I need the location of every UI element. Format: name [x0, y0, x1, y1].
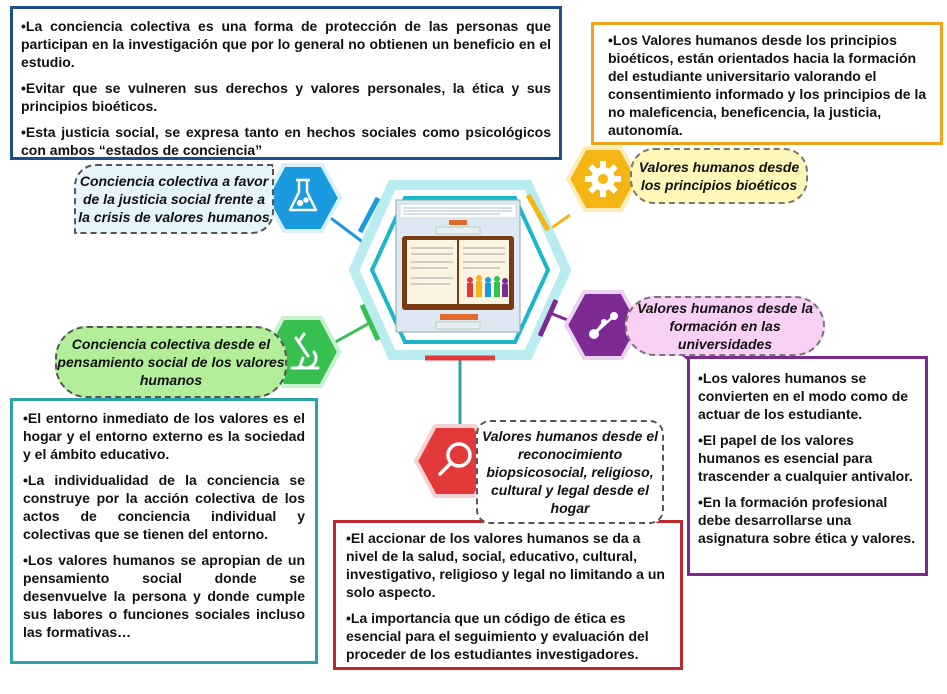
label-text: Valores humanos desde el reconocimiento biopsicosocial, religioso, cultural y legal desde el hogar	[481, 428, 659, 516]
box-item: •En la formación profesional debe desarrollarse una asignatura sobre ética y valores.	[698, 494, 916, 546]
label-pensamiento-social	[55, 326, 287, 398]
box-item: •Los valores humanos se convierten en el modo como de actuar de los estudiante.	[698, 370, 909, 422]
gear-icon	[585, 161, 621, 197]
flask-hex	[266, 165, 340, 231]
label-text: Valores humanos desde los principios bioéticos	[638, 159, 800, 193]
box-item: •El entorno inmediato de los valores es el hogar y el entorno externo es la sociedad y el ámbito educativo.	[23, 410, 305, 462]
label-reconocimiento	[476, 420, 664, 524]
box-item: •Esta justicia social, se expresa tanto en hechos sociales como psicológicos con ambos “estados de conciencia”	[21, 124, 551, 158]
box-item: •Los valores humanos se apropian de un pensamiento social donde se desenvuelve la persona y donde cumple sus labores o funciones sociales incluso las formativas…	[23, 552, 305, 640]
label-text: Valores humanos desde la formación en las universidades	[636, 300, 814, 352]
box-formacion-universidades	[687, 356, 928, 576]
box-item: •Evitar que se vulneren sus derechos y valores personales, la ética y sus principios bioéticos.	[21, 80, 551, 114]
gear-hex	[568, 148, 638, 210]
box-item: •La individualidad de la conciencia se construye por la acción colectiva de los actos de conciencia individual y colectivas que se tienen del entorno.	[23, 472, 305, 542]
box-item: •El accionar de los valores humanos se da a nivel de la salud, social, educativo, cultural, investigativo, religioso y legal no limitando a un solo aspecto.	[346, 530, 665, 600]
label-conciencia-justicia	[74, 164, 274, 234]
label-principios-bioeticos	[630, 148, 808, 204]
box-reconocimiento	[333, 520, 683, 670]
label-formacion-universidades	[625, 296, 825, 356]
box-conciencia-colectiva	[10, 6, 562, 160]
box-item: •Los Valores humanos desde los principios bioéticos, están orientados hacia la formación del estudiante universitario valorando el consentimiento informado y los principios de la no maleficencia, beneficencia, la justicia, autonomía.	[608, 32, 927, 138]
label-text: Conciencia colectiva desde el pensamiento social de los valores humanos	[57, 336, 285, 388]
central-book-thumbnail	[396, 200, 520, 332]
box-item: •La importancia que un código de ética es esencial para el seguimiento y evaluación del proceder de los estudiantes investigadores.	[346, 610, 649, 662]
box-principios-bioeticos	[591, 22, 943, 145]
box-pensamiento-social	[10, 398, 318, 664]
label-text: Conciencia colectiva a favor de la justicia social frente a la crisis de valores humanos	[78, 173, 270, 225]
box-item: •La conciencia colectiva es una forma de protección de las personas que participan en la investigación que por lo general no obtienen un beneficio en el estudio.	[21, 18, 551, 70]
box-item: •El papel de los valores humanos es esencial para trascender a cualquier antivalor.	[698, 432, 913, 484]
